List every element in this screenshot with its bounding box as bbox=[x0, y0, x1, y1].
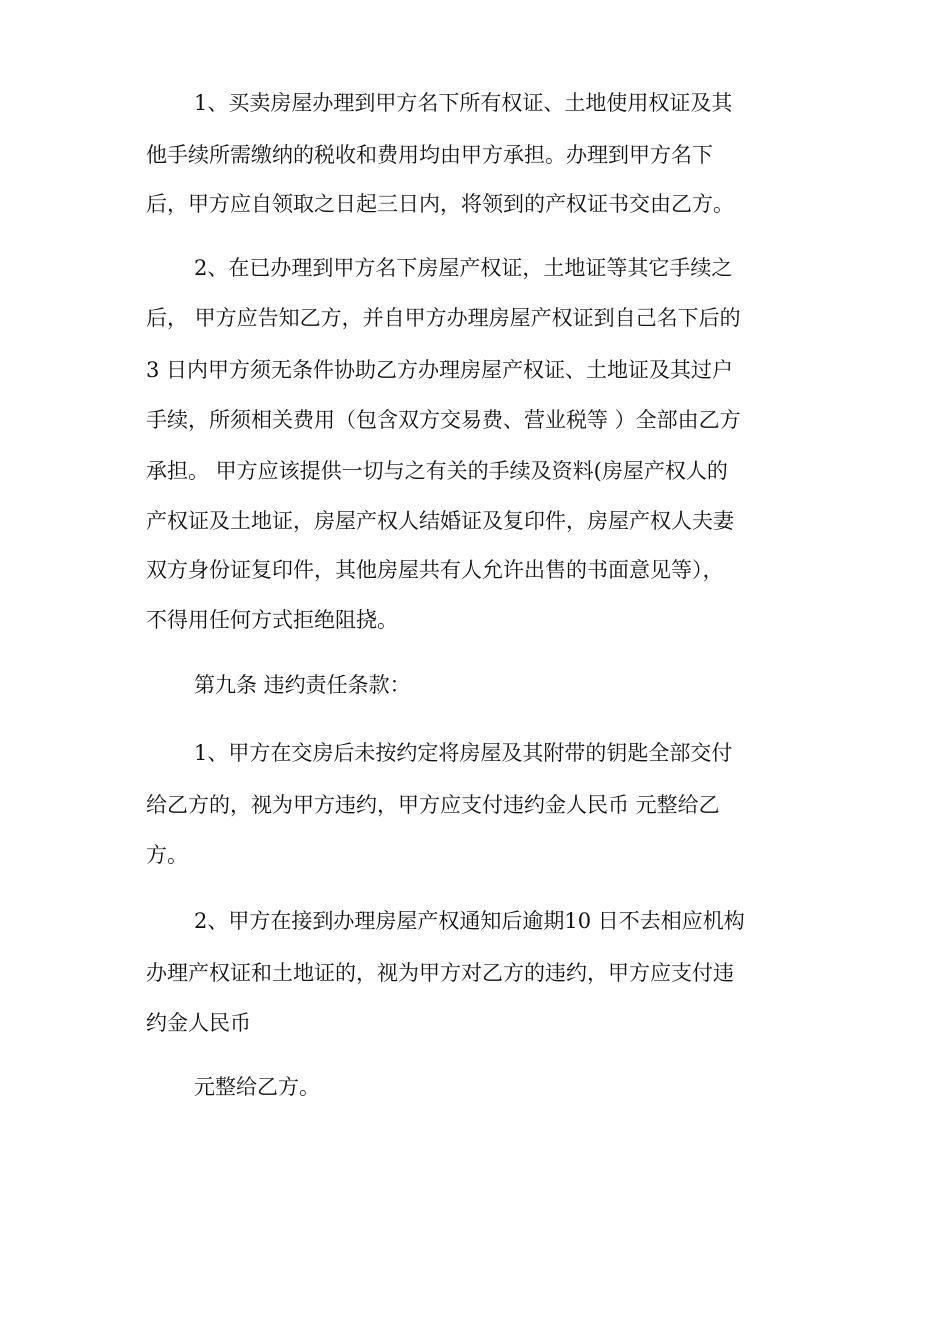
paragraph-1-line-3: 后，甲方应自领取之日起三日内，将领到的产权证书交由乙方。 bbox=[146, 192, 734, 216]
paragraph-1-line-1: 1、买卖房屋办理到甲方名下所有权证、土地使用权证及其 bbox=[194, 91, 733, 115]
clause-2-line-4: 元整给乙方。 bbox=[194, 1075, 320, 1099]
paragraph-2-line-2: 后， 甲方应告知乙方，并自甲方办理房屋产权证到自己名下后的 bbox=[146, 306, 741, 330]
clause-2-line-2: 办理产权证和土地证的，视为甲方对乙方的违约，甲方应支付违 bbox=[146, 961, 734, 985]
paragraph-2-line-7: 双方身份证复印件，其他房屋共有人允许出售的书面意见等）， bbox=[146, 558, 724, 582]
article-9-heading: 第九条 违约责任条款： bbox=[194, 673, 411, 697]
paragraph-1-line-2: 他手续所需缴纳的税收和费用均由甲方承担。办理到甲方名下 bbox=[146, 143, 713, 167]
clause-1-line-2: 给乙方的，视为甲方违约，甲方应支付违约金人民币 元整给乙 bbox=[146, 793, 720, 817]
paragraph-2-line-5: 承担。 甲方应该提供一切与之有关的手续及资料(房屋产权人的 bbox=[146, 459, 728, 483]
clause-1-line-3: 方。 bbox=[146, 843, 188, 867]
clause-1-line-1: 1、甲方在交房后未按约定将房屋及其附带的钥匙全部交付 bbox=[194, 741, 733, 765]
paragraph-2-line-4: 手续，所须相关费用（包含双方交易费、营业税等 ）全部由乙方 bbox=[146, 408, 741, 432]
clause-2-line-1: 2、甲方在接到办理房屋产权通知后逾期10 日不去相应机构 bbox=[194, 909, 745, 933]
paragraph-2-line-1: 2、在已办理到甲方名下房屋产权证，土地证等其它手续之 bbox=[194, 256, 733, 280]
clause-2-line-3: 约金人民币 bbox=[146, 1011, 251, 1035]
paragraph-2-line-6: 产权证及土地证，房屋产权人结婚证及复印件，房屋产权人夫妻 bbox=[146, 509, 734, 533]
paragraph-2-line-3: 3 日内甲方须无条件协助乙方办理房屋产权证、土地证及其过户 bbox=[146, 358, 734, 382]
paragraph-2-line-8: 不得用任何方式拒绝阻挠。 bbox=[146, 608, 398, 632]
